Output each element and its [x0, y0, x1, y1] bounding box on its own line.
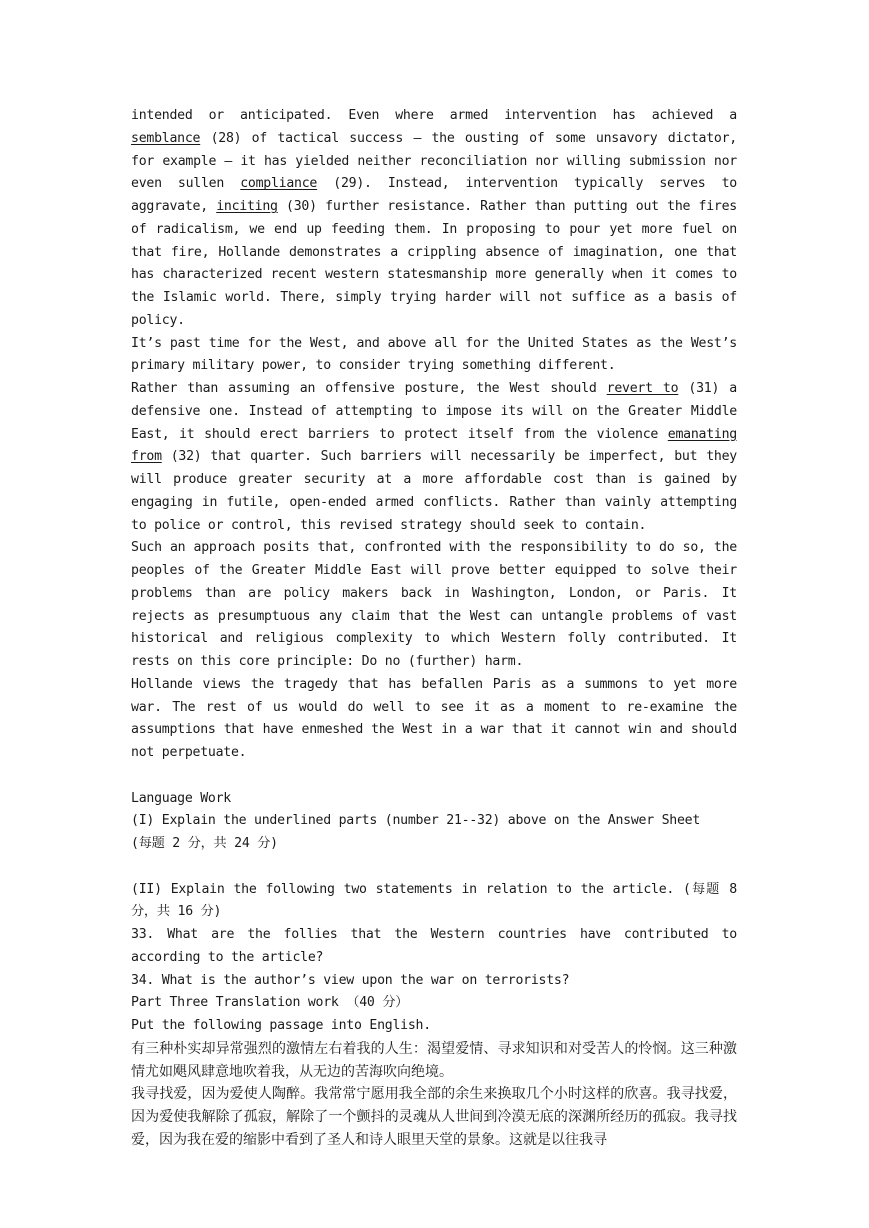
- article-paragraph-5: Hollande views the tragedy that has befallen Paris as a summons to yet more war. The rest of us would do well to see it as a moment to re-examine the assumptions that have enmeshed the West in a war that it cannot win and should not perpetuate.: [131, 676, 737, 760]
- text-segment: (29). Instead, intervention typically serves to aggravate,: [131, 176, 737, 214]
- article-paragraph-3: [131, 378, 737, 537]
- chinese-passage-paragraph-1: 有三种朴实却异常强烈的激情左右着我的人生：渴望爱情、寻求知识和对受苦人的怜悯。这三种激情尤如飓风肆意地吹着我，从无边的苦海吹向绝境。: [131, 1040, 737, 1080]
- language-work-part-2: (II) Explain the following two statements in relation to the article. (每题 8 分，共 16 分): [131, 881, 737, 920]
- spacer: [131, 856, 737, 879]
- article-paragraph-1: [131, 105, 737, 333]
- spacer: [131, 765, 737, 788]
- underlined-term-32: emanating from: [131, 426, 737, 465]
- question-34: 34. What is the author’s view upon the war on terrorists?: [131, 972, 570, 988]
- underlined-term-28: semblance: [131, 130, 201, 146]
- language-work-part-1: (I) Explain the underlined parts (number 21--32) above on the Answer Sheet: [131, 813, 701, 829]
- part-three-instruction: Put the following passage into English.: [131, 1018, 431, 1033]
- chinese-passage-paragraph-2: 我寻找爱，因为爱使人陶醉。我常常宁愿用我全部的余生来换取几个小时这样的欣喜。我寻找爱，因为爱使我解除了孤寂，解除了一个颤抖的灵魂从人世间到冷漠无底的深渊所经历的孤寂。我寻找爱，因为我在爱的缩影中看到了圣人和诗人眼里天堂的景象。这就是以往我寻: [131, 1086, 737, 1148]
- text-segment: (30) further resistance. Rather than putting out the fires of radicalism, we end up feeding them. In proposing to pour yet more fuel on that fire, Hollande demonstrates a crippling absence of imagination, one that has characterized recent western statesmanship more generally when it comes to the Islamic world. There, simply trying harder will not suffice as a basis of policy.: [131, 199, 738, 328]
- article-paragraph-2: It’s past time for the West, and above all for the United States as the West’s primary military power, to consider trying something different.: [131, 335, 737, 374]
- underlined-term-30: inciting: [216, 199, 278, 214]
- language-work-part-1-score: (每题 2 分，共 24 分): [131, 836, 278, 851]
- text-segment: Rather than assuming an offensive posture, the West should: [131, 381, 607, 396]
- part-three-heading: Part Three Translation work （40 分）: [131, 995, 409, 1011]
- question-33: 33. What are the follies that the Western countries have contributed to according to the article?: [131, 927, 737, 965]
- document-page: [131, 105, 737, 1152]
- underlined-term-29: compliance: [240, 176, 318, 192]
- text-segment: (32) that quarter. Such barriers will necessarily be imperfect, but they will produce greater security at a more affordable cost than is gained by engaging in futile, open-ended armed conflicts. Rather than vainly attempting to police or control, this revised strategy should seek to contain.: [131, 449, 737, 533]
- text-segment: (31) a defensive one. Instead of attempting to impose its will on the Greater Middle East, it should erect barriers to protect itself from the violence: [131, 381, 738, 442]
- language-work-heading: Language Work: [131, 790, 231, 806]
- underlined-term-31: revert to: [606, 381, 679, 396]
- text-segment: (28) of tactical success – the ousting of some unsavory dictator, for example – it has yielded neither reconciliation nor willing submission nor even sullen: [131, 130, 737, 192]
- text-segment: intended or anticipated. Even where armed intervention has achieved a: [131, 108, 737, 123]
- article-paragraph-4: Such an approach posits that, confronted with the responsibility to do so, the peoples of the Greater Middle East will prove better equipped to solve their problems than are policy makers back in Washington, London, or Paris. It rejects as presumptuous any claim that the West can untangle problems of vast historical and religious complexity to which Western folly contributed. It rests on this core principle: Do no (further) harm.: [131, 540, 737, 669]
